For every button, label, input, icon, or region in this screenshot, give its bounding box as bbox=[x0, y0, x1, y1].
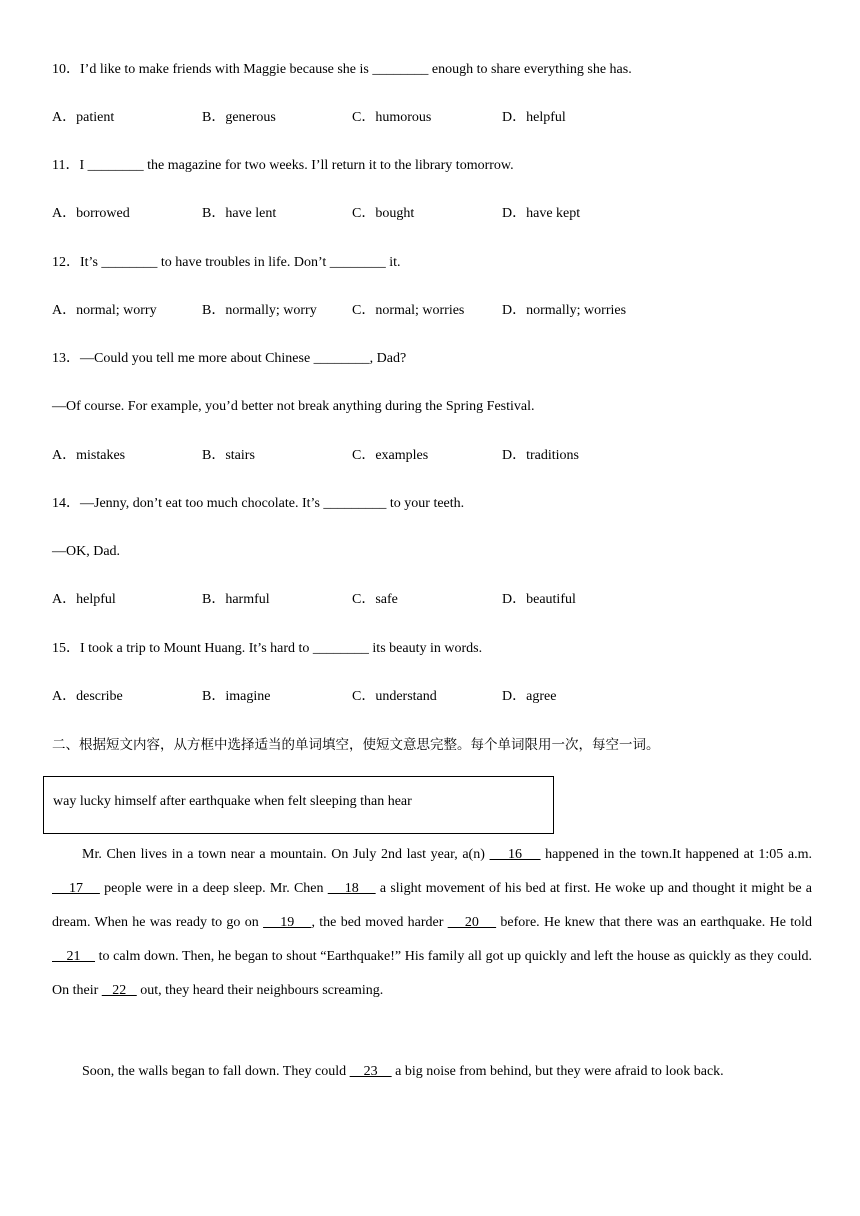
question-14-reply: —OK, Dad. bbox=[52, 544, 121, 559]
option-a[interactable]: A．mistakes bbox=[52, 448, 126, 463]
option-c[interactable]: C．normal; worries bbox=[352, 303, 465, 318]
answer-blank-17[interactable]: 17 bbox=[52, 881, 100, 896]
word-box bbox=[43, 776, 554, 834]
passage-text: happened in the town.It happened at 1:05 a.m. bbox=[540, 847, 812, 862]
question-14-stem: 14．—Jenny, don’t eat too much chocolate. It’s _________ to your teeth. bbox=[52, 496, 465, 511]
option-d[interactable]: D．agree bbox=[502, 689, 557, 704]
option-a[interactable]: A．describe bbox=[52, 689, 123, 704]
option-d[interactable]: D．beautiful bbox=[502, 592, 576, 607]
option-b[interactable]: B．normally; worry bbox=[202, 303, 317, 318]
question-11-stem: 11．I ________ the magazine for two weeks. I’ll return it to the library tomorrow. bbox=[52, 158, 514, 173]
passage-text: Soon, the walls began to fall down. They could bbox=[82, 1064, 350, 1079]
option-b[interactable]: B．harmful bbox=[202, 592, 270, 607]
passage-text: a slight movement of his bed at first. He woke up and thought it might be a dream. When he was ready to go on bbox=[52, 881, 812, 930]
answer-blank-18[interactable]: 18 bbox=[327, 881, 376, 896]
option-b[interactable]: B．have lent bbox=[202, 206, 277, 221]
question-12-options bbox=[52, 302, 812, 320]
question-15-options bbox=[52, 688, 812, 706]
option-c[interactable]: C．examples bbox=[352, 448, 429, 463]
option-d[interactable]: D．helpful bbox=[502, 110, 566, 125]
question-13-reply: —Of course. For example, you’d better not break anything during the Spring Festival. bbox=[52, 399, 535, 414]
passage-text: people were in a deep sleep. Mr. Chen bbox=[99, 881, 328, 896]
option-b[interactable]: B．imagine bbox=[202, 689, 271, 704]
question-11-options bbox=[52, 205, 812, 223]
option-a[interactable]: A．borrowed bbox=[52, 206, 130, 221]
answer-blank-22[interactable]: 22 bbox=[101, 983, 137, 998]
question-14-options bbox=[52, 591, 812, 609]
passage-text: , the bed moved harder bbox=[311, 915, 448, 930]
option-c[interactable]: C．safe bbox=[352, 592, 398, 607]
option-c[interactable]: C．humorous bbox=[352, 110, 432, 125]
answer-blank-20[interactable]: 20 bbox=[447, 915, 497, 930]
passage-paragraph-1 bbox=[52, 838, 812, 1008]
word-box-words: way lucky himself after earthquake when felt sleeping than hear bbox=[53, 794, 412, 809]
question-15-stem: 15．I took a trip to Mount Huang. It’s hard to ________ its beauty in words. bbox=[52, 641, 483, 656]
option-a[interactable]: A．helpful bbox=[52, 592, 116, 607]
passage-text: before. He knew that there was an earthquake. He told bbox=[496, 915, 813, 930]
option-a[interactable]: A．normal; worry bbox=[52, 303, 157, 318]
passage-paragraph-2 bbox=[52, 1055, 812, 1089]
question-10-stem: 10．I’d like to make friends with Maggie because she is ________ enough to share everything she has. bbox=[52, 62, 632, 77]
option-d[interactable]: D．traditions bbox=[502, 448, 579, 463]
passage-text: a big noise from behind, but they were afraid to look back. bbox=[391, 1064, 724, 1079]
question-13-stem: 13．—Could you tell me more about Chinese ________, Dad? bbox=[52, 351, 407, 366]
answer-blank-16[interactable]: 16 bbox=[489, 847, 541, 862]
option-b[interactable]: B．stairs bbox=[202, 448, 255, 463]
answer-blank-23[interactable]: 23 bbox=[349, 1064, 392, 1079]
question-12-stem: 12．It’s ________ to have troubles in life. Don’t ________ it. bbox=[52, 255, 401, 270]
option-d[interactable]: D．normally; worries bbox=[502, 303, 627, 318]
option-a[interactable]: A．patient bbox=[52, 110, 115, 125]
section-2-heading: 二、根据短文内容，从方框中选择适当的单词填空，使短文意思完整。每个单词限用一次，每空一词。 bbox=[52, 737, 660, 753]
passage-text: out, they heard their neighbours screaming. bbox=[136, 983, 384, 998]
question-10-options bbox=[52, 109, 812, 127]
option-c[interactable]: C．bought bbox=[352, 206, 415, 221]
option-c[interactable]: C．understand bbox=[352, 689, 437, 704]
answer-blank-19[interactable]: 19 bbox=[263, 915, 312, 930]
passage-text: Mr. Chen lives in a town near a mountain. On July 2nd last year, a(n) bbox=[82, 847, 490, 862]
option-d[interactable]: D．have kept bbox=[502, 206, 581, 221]
option-b[interactable]: B．generous bbox=[202, 110, 276, 125]
answer-blank-21[interactable]: 21 bbox=[52, 949, 96, 964]
passage-text: to calm down. Then, he began to shout “Earthquake!” His family all got up quickly and left the house as quickly as they could. On their bbox=[52, 949, 813, 998]
question-13-options bbox=[52, 447, 812, 465]
